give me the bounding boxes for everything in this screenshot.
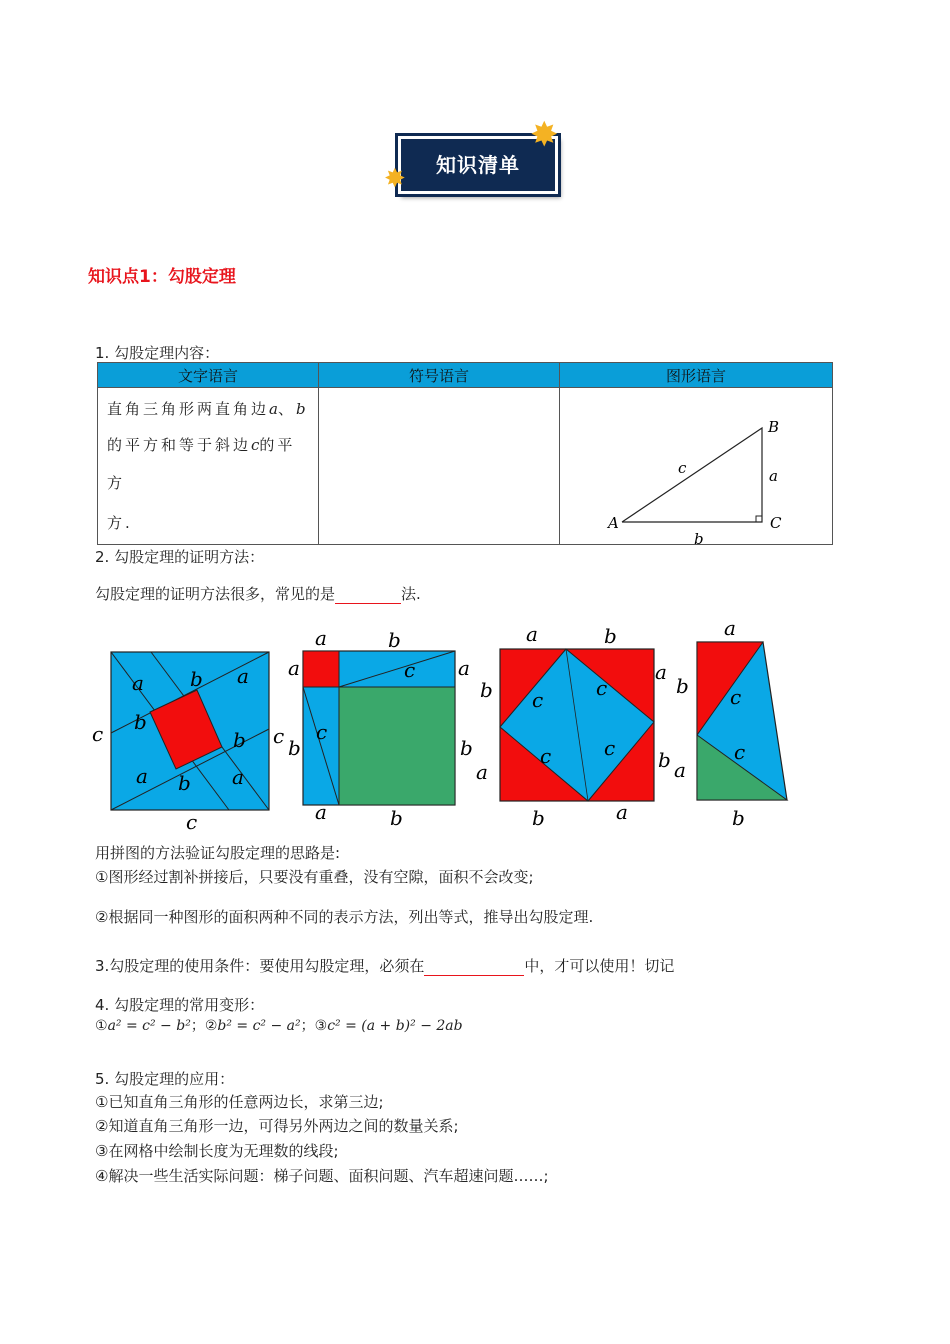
table-header: 文字语言 (98, 363, 319, 388)
formula-mark: ② (204, 1018, 218, 1034)
label-a: a (724, 616, 736, 640)
item1-title: 1. 勾股定理内容： (95, 344, 220, 362)
figure-trapezoid (674, 616, 787, 830)
label-c: c (186, 810, 198, 834)
label-a: a (458, 656, 470, 680)
section-heading: 知识点1：勾股定理 (88, 267, 236, 287)
label-c: c (316, 720, 328, 744)
item2-title: 2. 勾股定理的证明方法： (95, 548, 265, 566)
label-c: c (273, 724, 285, 748)
label-b: b (532, 806, 545, 830)
method-point-2: ②根据同一种图形的面积两种不同的表示方法，列出等式，推导出勾股定理. (95, 908, 594, 926)
label-a: a (136, 764, 148, 788)
formula-separator: ； (190, 1018, 205, 1034)
application-item: ①已知直角三角形的任意两边长，求第三边; (95, 1093, 384, 1111)
statement-text: 的平方和等于斜边 (107, 436, 252, 454)
label-a: a (315, 800, 327, 824)
item4-title: 4. 勾股定理的常用变形： (95, 996, 265, 1014)
figure-zhao-shuang (92, 652, 269, 834)
label-a: a (237, 664, 249, 688)
label-a: a (476, 760, 488, 784)
label-a: a (769, 467, 778, 485)
label-a: a (674, 758, 686, 782)
separator: 、 (277, 400, 296, 418)
label-B: B (768, 418, 780, 436)
label-b: b (460, 736, 473, 760)
star-icon: ✸ (530, 115, 559, 155)
label-c: c (92, 722, 104, 746)
label-c: c (404, 658, 416, 682)
item5-title: 5. 勾股定理的应用： (95, 1070, 235, 1088)
formula-mark: ③ (314, 1018, 328, 1034)
label-b: b (190, 667, 203, 691)
sentence-text: 勾股定理的证明方法很多，常见的是 (95, 585, 336, 603)
fill-blank (424, 957, 524, 976)
formula-1: a² = c² − b² (107, 1018, 191, 1034)
var-c: c (251, 436, 260, 454)
label-b: b (694, 530, 704, 548)
label-a: a (288, 656, 300, 680)
var-b: b (295, 400, 306, 418)
label-b: b (134, 710, 147, 734)
label-C: C (770, 514, 782, 532)
label-a: a (616, 800, 628, 824)
label-b: b (604, 624, 617, 648)
label-c: c (532, 688, 544, 712)
condition-text: 3.勾股定理的使用条件：要使用勾股定理，必须在 (95, 957, 425, 975)
label-b: b (178, 771, 191, 795)
figure-squares-split (273, 626, 473, 830)
right-triangle-figure (560, 388, 833, 548)
fill-blank (335, 585, 401, 604)
statement-text: 的平方 (107, 436, 296, 492)
item3-condition (95, 955, 674, 976)
symbol-language-cell (319, 388, 560, 545)
label-b: b (658, 748, 671, 772)
label-c: c (540, 744, 552, 768)
label-A: A (608, 514, 619, 532)
label-c: c (734, 740, 746, 764)
theorem-table (97, 362, 833, 548)
proof-method-sentence (95, 583, 421, 604)
formula-3: c² = (a + b)² − 2ab (327, 1018, 463, 1034)
statement-text: 直角三角形两直角边 (107, 400, 270, 418)
formula-mark: ① (95, 1018, 108, 1034)
text-language-cell (98, 388, 319, 545)
var-a: a (269, 400, 278, 418)
sentence-text: 法. (401, 585, 421, 603)
figure-language-cell (560, 388, 833, 548)
label-b: b (676, 674, 689, 698)
method-intro: 用拼图的方法验证勾股定理的思路是: (95, 844, 341, 862)
figure-inscribed-square (476, 622, 671, 830)
condition-text: 中，才可以使用！切记 (524, 957, 675, 975)
formula-separator: ； (300, 1018, 315, 1034)
statement-text: 方. (107, 514, 133, 532)
label-b: b (233, 728, 246, 752)
banner-title: 知识清单 (436, 153, 520, 177)
table-header: 符号语言 (319, 363, 560, 388)
label-c: c (730, 685, 742, 709)
label-c: c (678, 459, 687, 477)
label-a: a (655, 660, 667, 684)
label-b: b (388, 628, 401, 652)
label-b: b (288, 736, 301, 760)
label-b: b (732, 806, 745, 830)
application-item: ③在网格中绘制长度为无理数的线段; (95, 1142, 339, 1160)
application-item: ④解决一些生活实际问题：梯子问题、面积问题、汽车超速问题……; (95, 1167, 549, 1185)
label-b: b (480, 678, 493, 702)
label-a: a (232, 765, 244, 789)
method-point-1: ①图形经过割补拼接后，只要没有重叠，没有空隙，面积不会改变; (95, 868, 534, 886)
star-icon: ✸ (384, 164, 406, 194)
label-c: c (596, 676, 608, 700)
label-a: a (132, 671, 144, 695)
proof-diagrams (90, 615, 810, 835)
application-item: ②知道直角三角形一边，可得另外两边之间的数量关系; (95, 1117, 459, 1135)
label-c: c (604, 736, 616, 760)
label-a: a (315, 626, 327, 650)
label-a: a (526, 622, 538, 646)
label-b: b (390, 806, 403, 830)
formula-2: b² = c² − a² (217, 1018, 301, 1034)
table-header: 图形语言 (560, 363, 833, 388)
variant-formulas (95, 1015, 463, 1035)
